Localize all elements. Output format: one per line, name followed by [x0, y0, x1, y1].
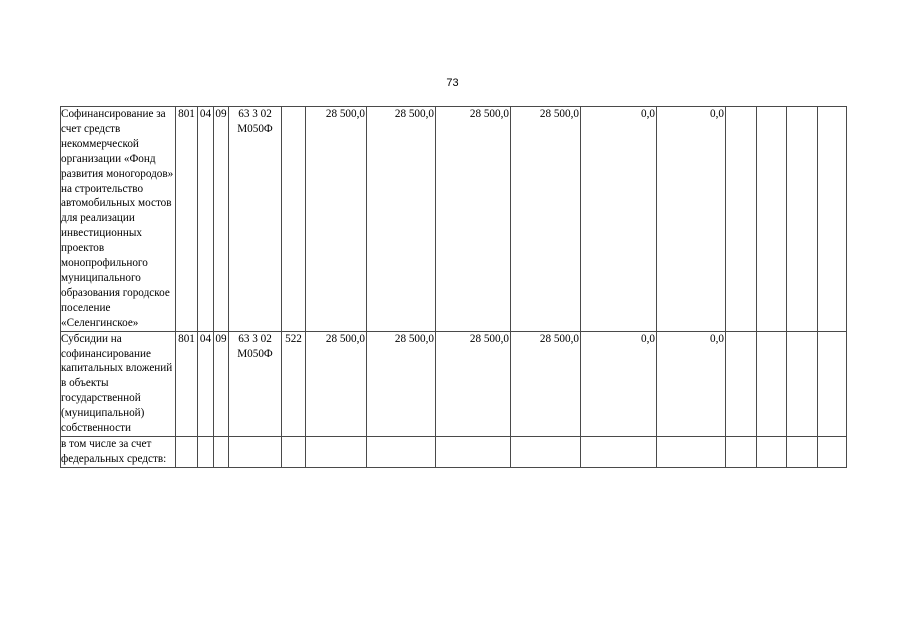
section-code: 04	[198, 331, 214, 436]
value-cell	[787, 107, 818, 332]
value-cell	[818, 107, 847, 332]
target-article-code: 63 3 02 М050Ф	[229, 331, 282, 436]
value-cell	[657, 436, 726, 467]
section-code	[198, 436, 214, 467]
value-cell: 28 500,0	[367, 107, 436, 332]
value-cell	[757, 436, 787, 467]
value-cell	[787, 436, 818, 467]
value-cell: 0,0	[581, 331, 657, 436]
value-cell: 28 500,0	[511, 331, 581, 436]
row-name: Софинансирование за счет средств некоммерческой организации «Фонд развития моногородов» на строительство автомобильных мостов для реализации инвестиционных проектов монопрофильного муниципального образования городское поселение «Селенгинское»	[61, 107, 176, 332]
value-cell	[726, 436, 757, 467]
value-cell: 28 500,0	[436, 331, 511, 436]
value-cell	[818, 331, 847, 436]
value-cell	[581, 436, 657, 467]
value-cell: 28 500,0	[306, 331, 367, 436]
budget-table	[60, 106, 847, 468]
value-cell: 28 500,0	[436, 107, 511, 332]
value-cell	[726, 107, 757, 332]
row-name: Субсидии на софинансирование капитальных вложений в объекты государственной (муниципальной) собственности	[61, 331, 176, 436]
value-cell	[757, 107, 787, 332]
target-article-code: 63 3 02 М050Ф	[229, 107, 282, 332]
section-code: 04	[198, 107, 214, 332]
value-cell: 0,0	[657, 331, 726, 436]
value-cell: 0,0	[657, 107, 726, 332]
row-name: в том числе за счет федеральных средств:	[61, 436, 176, 467]
subsection-code	[214, 436, 229, 467]
value-cell	[757, 331, 787, 436]
value-cell	[367, 436, 436, 467]
table-row	[61, 107, 847, 332]
value-cell: 28 500,0	[511, 107, 581, 332]
value-cell	[436, 436, 511, 467]
page-number: 73	[446, 77, 459, 89]
value-cell	[511, 436, 581, 467]
subsection-code: 09	[214, 107, 229, 332]
subsection-code: 09	[214, 331, 229, 436]
grbs-code: 801	[176, 331, 198, 436]
value-cell	[818, 436, 847, 467]
expense-type-code	[282, 107, 306, 332]
target-article-code	[229, 436, 282, 467]
value-cell: 0,0	[581, 107, 657, 332]
table-row	[61, 436, 847, 467]
value-cell	[726, 331, 757, 436]
value-cell	[787, 331, 818, 436]
value-cell: 28 500,0	[306, 107, 367, 332]
grbs-code: 801	[176, 107, 198, 332]
value-cell	[306, 436, 367, 467]
expense-type-code: 522	[282, 331, 306, 436]
expense-type-code	[282, 436, 306, 467]
table-row	[61, 331, 847, 436]
value-cell: 28 500,0	[367, 331, 436, 436]
grbs-code	[176, 436, 198, 467]
